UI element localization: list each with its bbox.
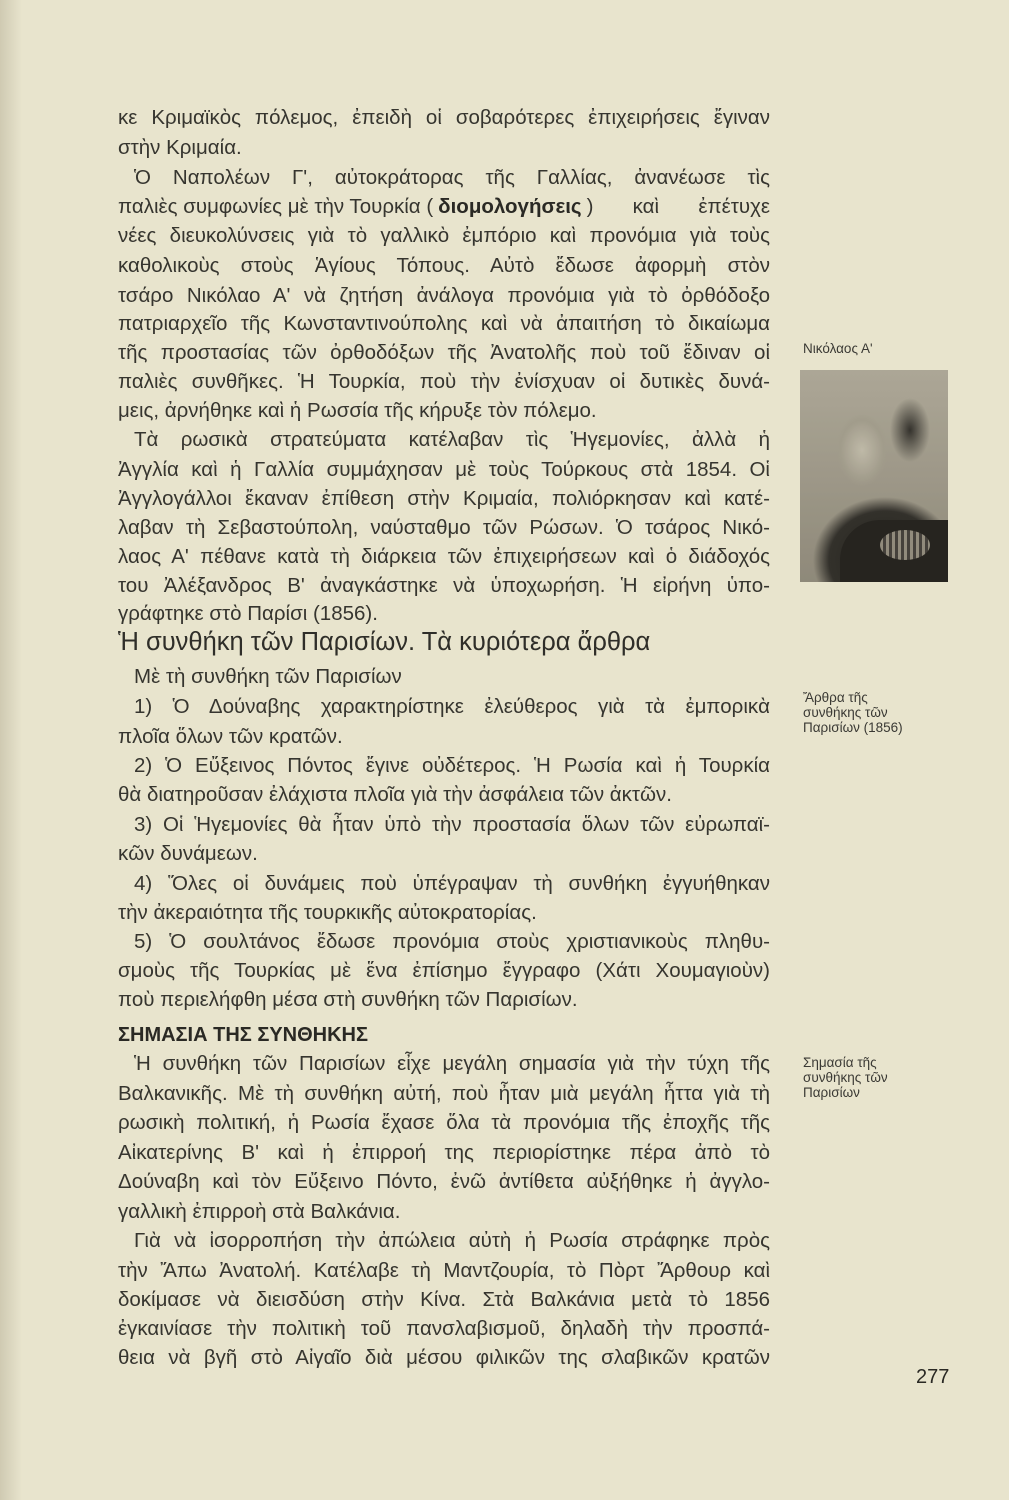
text-line: γράφτηκε στὸ Παρίσι (1856).: [118, 602, 378, 625]
text-line: κῶν δυνάμεων.: [118, 842, 258, 865]
text-line: του Ἀλέξανδρος Β' ἀναγκάστηκε νὰ ὑποχωρήση. Ἡ εἰρήνη ὑπο-: [118, 574, 770, 597]
text-line: Ἀγγλία καὶ ἡ Γαλλία συμμάχησαν μὲ τοὺς Τούρκους στὰ 1854. Οἱ: [118, 458, 770, 481]
text-line: [118, 194, 770, 220]
text-line: πατριαρχεῖο τῆς Κωνσταντινούπολης καὶ νὰ ἀπαιτήση τὸ δικαίωμα: [118, 312, 770, 335]
text-line: 5) Ὁ σουλτάνος ἔδωσε προνόμια στοὺς χριστιανικοὺς πληθυ-: [134, 930, 770, 953]
text-line: μεις, ἀρνήθηκε καὶ ἡ Ρωσσία τῆς κήρυξε τὸν πόλεμο.: [118, 399, 597, 422]
text-line: πλοῖα ὅλων τῶν κρατῶν.: [118, 725, 343, 748]
text-line: Τὰ ρωσικὰ στρατεύματα κατέλαβαν τὶς Ἡγεμονίες, ἀλλὰ ἡ: [134, 428, 770, 451]
text-line: στὴν Κριμαία.: [118, 136, 242, 159]
text-line: παλιὲς συνθῆκες. Ἡ Τουρκία, ποὺ τὴν ἐνίσχυαν οἱ δυτικὲς δυνά-: [118, 370, 770, 393]
text-line: 1) Ὁ Δούναβης χαρακτηρίστηκε ἐλεύθερος γιὰ τὰ ἐμπορικὰ: [134, 695, 770, 718]
text-line: δοκίμασε νὰ διεισδύση στὴν Κίνα. Στὰ Βαλκάνια μετὰ τὸ 1856: [118, 1288, 770, 1311]
section-heading-treaty: Ἡ συνθήκη τῶν Παρισίων. Τὰ κυριότερα ἄρθρα: [118, 628, 651, 656]
text-line: λαβαν τὴ Σεβαστούπολη, ναύσταθμο τῶν Ρώσων. Ὁ τσάρος Νικό-: [118, 516, 770, 539]
portrait-nicholas-i-image: [800, 370, 948, 582]
section-heading-significance: ΣΗΜΑΣΙΑ ΤΗΣ ΣΥΝΘΗΚΗΣ: [118, 1024, 368, 1046]
caption-line: συνθήκης τῶν: [803, 705, 888, 720]
text-line: θὰ διατηροῦσαν ἐλάχιστα πλοῖα γιὰ τὴν ἀσφάλεια τῶν ἀκτῶν.: [118, 783, 672, 806]
caption-line: Παρισίων (1856): [803, 720, 903, 735]
caption-significance: [803, 1055, 888, 1100]
text-line: 2) Ὁ Εὔξεινος Πόντος ἔγινε οὐδέτερος. Ἡ Ρωσία καὶ ἡ Τουρκία: [134, 754, 770, 777]
portrait-epaulette: [880, 530, 930, 560]
text-line: Γιὰ νὰ ἰσορροπήση τὴν ἀπώλεια αὐτὴ ἡ Ρωσία στράφηκε πρὸς: [134, 1229, 770, 1252]
text-line: Ἡ συνθήκη τῶν Παρισίων εἶχε μεγάλη σημασία γιὰ τὴν τύχη τῆς: [134, 1052, 770, 1075]
text-line: Δούναβη καὶ τὸν Εὔξεινο Πόντο, ἐνῶ ἀντίθετα αὐξήθηκε ἡ ἀγγλο-: [118, 1170, 770, 1193]
text-line: Βαλκανικῆς. Μὲ τὴ συνθήκη αὐτή, ποὺ ἦταν μιὰ μεγάλη ἧττα γιὰ τὴ: [118, 1082, 770, 1105]
text-line: γαλλικὴ ἐπιρροὴ στὰ Βαλκάνια.: [118, 1200, 401, 1223]
text-line: Ἀγγλογάλλοι ἔκαναν ἐπίθεση στὴν Κριμαία, πολιόρκησαν καὶ κατέ-: [118, 487, 770, 510]
text-line: τῆς προστασίας τῶν ὀρθοδόξων τῆς Ἀνατολῆς ποὺ τοῦ ἔδιναν οἱ: [118, 341, 770, 364]
text-line: κε Κριμαϊκὸς πόλεμος, ἐπειδὴ οἱ σοβαρότερες ἐπιχειρήσεις ἔγιναν: [118, 106, 770, 129]
text-line: τσάρο Νικόλαο Α' νὰ ζητήση ἀνάλογα προνόμια γιὰ τὸ ὀρθόδοξο: [118, 284, 770, 307]
caption-nicholas: Νικόλαος Α': [803, 341, 873, 356]
text-fragment: ) καὶ ἐπέτυχε: [586, 195, 770, 218]
text-line: λαος Α' πέθανε κατὰ τὴ διάρκεια τῶν ἐπιχειρήσεων καὶ ὁ διάδοχός: [118, 545, 770, 568]
text-line: τὴν Ἄπω Ἀνατολή. Κατέλαβε τὴ Μαντζουρία, τὸ Πὸρτ Ἄρθουρ καὶ: [118, 1259, 770, 1282]
text-line: τὴν ἀκεραιότητα τῆς τουρκικῆς αὐτοκρατορίας.: [118, 901, 537, 924]
text-line: ρωσικὴ πολιτική, ἡ Ρωσία ἔχασε ὅλα τὰ προνόμια τῆς ἐποχῆς τῆς: [118, 1111, 770, 1134]
caption-line: Παρισίων: [803, 1085, 860, 1100]
text-line: Μὲ τὴ συνθήκη τῶν Παρισίων: [134, 665, 402, 688]
text-line: ἐγκαινίασε τὴν πολιτικὴ τοῦ πανσλαβισμοῦ, δηλαδὴ τὴν προσπά-: [118, 1317, 770, 1340]
caption-line: Σημασία τῆς: [803, 1055, 877, 1070]
text-line: 4) Ὅλες οἱ δυνάμεις ποὺ ὑπέγραψαν τὴ συνθήκη ἐγγυήθηκαν: [134, 872, 770, 895]
text-line: καθολικοὺς στοὺς Ἁγίους Τόπους. Αὐτὸ ἔδωσε ἀφορμὴ στὸν: [118, 254, 770, 277]
bold-term: διομολογήσεις: [438, 195, 582, 218]
caption-articles: [803, 690, 903, 735]
text-line: 3) Οἱ Ἡγεμονίες θὰ ἦταν ὑπὸ τὴν προστασία ὅλων τῶν εὐρωπαϊ-: [134, 813, 770, 836]
text-line: θεια νὰ βγῆ στὸ Αἰγαῖο διὰ μέσου φιλικῶν της σλαβικῶν κρατῶν: [118, 1346, 770, 1369]
text-line: Αἰκατερίνης Β' καὶ ἡ ἐπιρροή της περιορίστηκε πέρα ἀπὸ τὸ: [118, 1141, 770, 1164]
caption-line: Ἄρθρα τῆς: [803, 690, 868, 705]
text-line: νέες διευκολύνσεις γιὰ τὸ γαλλικὸ ἐμπόριο καὶ προνόμια γιὰ τοὺς: [118, 224, 770, 247]
text-line: Ὁ Ναπολέων Γ', αὐτοκράτορας τῆς Γαλλίας, ἀνανέωσε τὶς: [134, 166, 770, 189]
text-line: σμοὺς τῆς Τουρκίας μὲ ἕνα ἐπίσημο ἔγγραφο (Χάτι Χουμαγιοὺν): [118, 959, 770, 982]
text-line: ποὺ περιελήφθη μέσα στὴ συνθήκη τῶν Παρισίων.: [118, 988, 578, 1011]
text-fragment: παλιὲς συμφωνίες μὲ τὴν Τουρκία (: [118, 195, 434, 218]
page-gutter-shadow: [0, 0, 22, 1500]
page-number: 277: [916, 1366, 950, 1388]
caption-line: συνθήκης τῶν: [803, 1070, 888, 1085]
